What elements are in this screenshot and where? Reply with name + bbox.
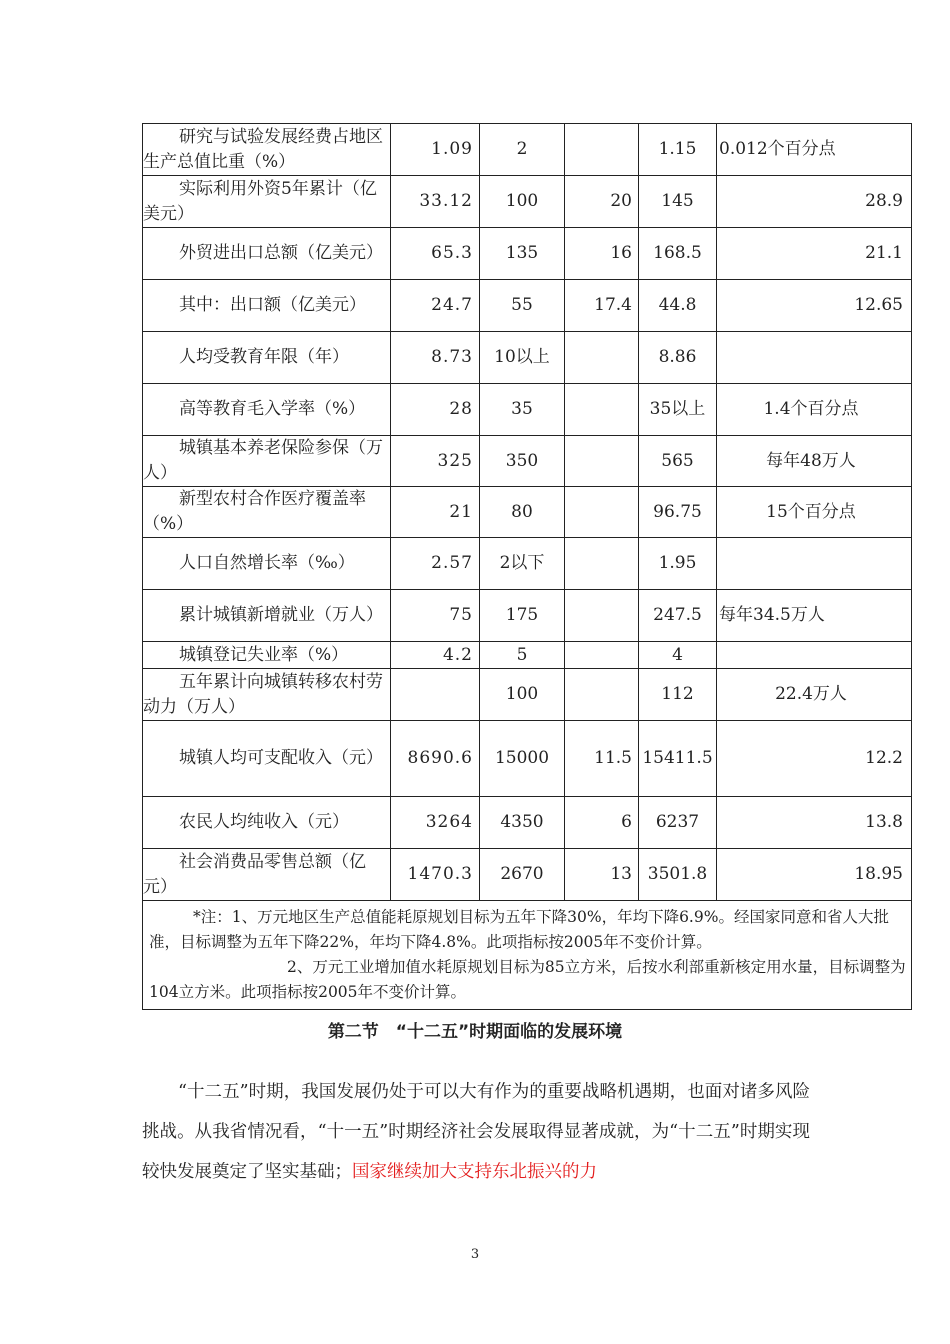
target-2010-cell: 135: [480, 228, 565, 280]
value-2010-cell: 112: [639, 669, 717, 721]
value-2010-cell: 168.5: [639, 228, 717, 280]
growth-cell: [565, 436, 639, 487]
growth-cell: 6: [565, 797, 639, 849]
target-2010-cell: 100: [480, 669, 565, 721]
value-2005-cell: 325: [391, 436, 480, 487]
value-2005-cell: 65.3: [391, 228, 480, 280]
value-2005-cell: 2.57: [391, 538, 480, 590]
value-2005-cell: 28: [391, 384, 480, 436]
value-2010-cell: 15411.5: [639, 721, 717, 797]
value-2010-cell: 1.15: [639, 124, 717, 176]
indicator-name-cell: 农民人均纯收入（元）: [143, 797, 391, 849]
target-2010-cell: 35: [480, 384, 565, 436]
value-2005-cell: [391, 669, 480, 721]
annual-cell: 22.4万人: [717, 669, 912, 721]
indicator-name-cell: 累计城镇新增就业（万人）: [143, 590, 391, 642]
growth-cell: [565, 384, 639, 436]
indicator-name-cell: 城镇人均可支配收入（元）: [143, 721, 391, 797]
value-2010-cell: 565: [639, 436, 717, 487]
paragraph-text: “十二五”时期，我国发展仍处于可以大有作为的重要战略机遇期，也面对诸多风险挑战。从我省情况看，“十一五”时期经济社会发展取得显著成就，为“十二五”时期实现较快发展奠定了坚实基础；: [142, 1082, 810, 1182]
note-1: *注：1、万元地区生产总值能耗原规划目标为五年下降30%，年均下降6.9%。经国家同意和省人大批准，目标调整为五年下降22%，年均下降4.8%。此项指标按2005年不变价计算。: [149, 908, 889, 951]
indicator-name-cell: 高等教育毛入学率（%）: [143, 384, 391, 436]
table-notes: [143, 901, 912, 1010]
table-row: [143, 436, 912, 487]
indicator-name-cell: 人口自然增长率（‰）: [143, 538, 391, 590]
table-row: [143, 797, 912, 849]
table-row: [143, 849, 912, 901]
target-2010-cell: 350: [480, 436, 565, 487]
value-2005-cell: 21: [391, 487, 480, 538]
table-row: [143, 228, 912, 280]
body-paragraph: [142, 1072, 810, 1192]
value-2010-cell: 145: [639, 176, 717, 228]
value-2010-cell: 247.5: [639, 590, 717, 642]
annual-cell: 18.95: [717, 849, 912, 901]
section-title: 第二节 “十二五”时期面临的发展环境: [327, 1022, 623, 1042]
annual-cell: 15个百分点: [717, 487, 912, 538]
annual-cell: 0.012个百分点: [717, 124, 912, 176]
target-2010-cell: 100: [480, 176, 565, 228]
value-2010-cell: 35以上: [639, 384, 717, 436]
indicator-table-body: [143, 124, 912, 901]
annual-cell: 每年34.5万人: [717, 590, 912, 642]
page-number: 3: [470, 1247, 480, 1262]
table-row: [143, 176, 912, 228]
target-2010-cell: 2670: [480, 849, 565, 901]
target-2010-cell: 55: [480, 280, 565, 332]
value-2010-cell: 96.75: [639, 487, 717, 538]
table-row: [143, 642, 912, 669]
target-2010-cell: 10以上: [480, 332, 565, 384]
value-2010-cell: 4: [639, 642, 717, 669]
growth-cell: [565, 124, 639, 176]
note-2: 2、万元工业增加值水耗原规划目标为85立方米，后按水利部重新核定用水量，目标调整为104立方米。此项指标按2005年不变价计算。: [149, 958, 906, 1001]
value-2005-cell: 24.7: [391, 280, 480, 332]
value-2010-cell: 8.86: [639, 332, 717, 384]
table-row: [143, 124, 912, 176]
annual-cell: [717, 332, 912, 384]
value-2005-cell: 1.09: [391, 124, 480, 176]
target-2010-cell: 15000: [480, 721, 565, 797]
indicator-name-cell: 新型农村合作医疗覆盖率（%）: [143, 487, 391, 538]
table-row: [143, 538, 912, 590]
indicator-name-cell: 其中：出口额（亿美元）: [143, 280, 391, 332]
value-2010-cell: 44.8: [639, 280, 717, 332]
table-row: [143, 721, 912, 797]
table-row: [143, 487, 912, 538]
annual-cell: 13.8: [717, 797, 912, 849]
growth-cell: 16: [565, 228, 639, 280]
value-2005-cell: 75: [391, 590, 480, 642]
growth-cell: [565, 669, 639, 721]
value-2005-cell: 3264: [391, 797, 480, 849]
growth-cell: [565, 590, 639, 642]
target-2010-cell: 2: [480, 124, 565, 176]
growth-cell: [565, 642, 639, 669]
target-2010-cell: 80: [480, 487, 565, 538]
indicator-name-cell: 五年累计向城镇转移农村劳动力（万人）: [143, 669, 391, 721]
indicator-name-cell: 研究与试验发展经费占地区生产总值比重（%）: [143, 124, 391, 176]
annual-cell: 每年48万人: [717, 436, 912, 487]
growth-cell: 20: [565, 176, 639, 228]
annual-cell: 12.2: [717, 721, 912, 797]
target-2010-cell: 4350: [480, 797, 565, 849]
target-2010-cell: 175: [480, 590, 565, 642]
annual-cell: [717, 642, 912, 669]
indicator-name-cell: 外贸进出口总额（亿美元）: [143, 228, 391, 280]
value-2005-cell: 33.12: [391, 176, 480, 228]
value-2010-cell: 3501.8: [639, 849, 717, 901]
target-2010-cell: 2以下: [480, 538, 565, 590]
value-2005-cell: 8.73: [391, 332, 480, 384]
value-2010-cell: 6237: [639, 797, 717, 849]
value-2005-cell: 1470.3: [391, 849, 480, 901]
annual-cell: 12.65: [717, 280, 912, 332]
annual-cell: 21.1: [717, 228, 912, 280]
indicator-name-cell: 人均受教育年限（年）: [143, 332, 391, 384]
paragraph-highlight: 国家继续加大支持东北振兴的力: [352, 1162, 597, 1182]
annual-cell: 1.4个百分点: [717, 384, 912, 436]
table-row: [143, 332, 912, 384]
table-row: [143, 669, 912, 721]
indicator-name-cell: 社会消费品零售总额（亿元）: [143, 849, 391, 901]
growth-cell: [565, 538, 639, 590]
value-2005-cell: 4.2: [391, 642, 480, 669]
growth-cell: 17.4: [565, 280, 639, 332]
value-2010-cell: 1.95: [639, 538, 717, 590]
table-row: [143, 590, 912, 642]
table-row: [143, 384, 912, 436]
indicator-name-cell: 城镇基本养老保险参保（万人）: [143, 436, 391, 487]
table-row: [143, 280, 912, 332]
value-2005-cell: 8690.6: [391, 721, 480, 797]
growth-cell: [565, 332, 639, 384]
indicator-name-cell: 实际利用外资5年累计（亿美元）: [143, 176, 391, 228]
indicator-table: [142, 123, 912, 1010]
target-2010-cell: 5: [480, 642, 565, 669]
table-notes-row: [143, 901, 912, 1010]
annual-cell: [717, 538, 912, 590]
indicator-name-cell: 城镇登记失业率（%）: [143, 642, 391, 669]
annual-cell: 28.9: [717, 176, 912, 228]
growth-cell: 11.5: [565, 721, 639, 797]
growth-cell: [565, 487, 639, 538]
growth-cell: 13: [565, 849, 639, 901]
